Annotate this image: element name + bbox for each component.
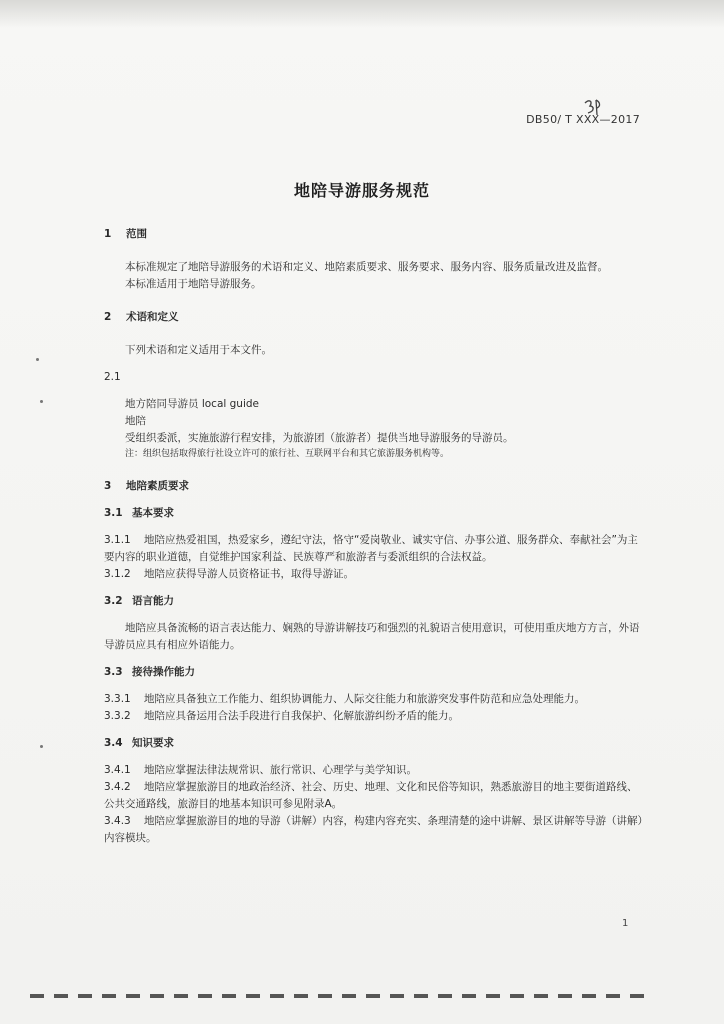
section-heading-3: 3 地陪素质要求 <box>104 480 189 492</box>
clause-3-4-3: 3.4.3 地陪应掌握旅游目的地的导游（讲解）内容，构建内容充实、条理清楚的途中讲解、景区讲解等导游（讲解）内容模块。 <box>104 815 643 844</box>
subsection-heading-3-1: 3.1 基本要求 <box>104 507 174 519</box>
subsection-heading-3-2: 3.2 语言能力 <box>104 595 174 607</box>
subsection-heading-3-3: 3.3 接待操作能力 <box>104 666 195 678</box>
section-1-paragraph-1: 本标准规定了地陪导游服务的术语和定义、地陪素质要求、服务要求、服务内容、服务质量改进及监督。 <box>125 261 608 273</box>
page-number: 1 <box>622 918 629 929</box>
section-heading-1: 1 范围 <box>104 228 147 240</box>
term-note: 注：组织包括取得旅行社设立许可的旅行社、互联网平台和其它旅游服务机构等。 <box>125 449 450 459</box>
scan-top-shadow <box>0 0 724 28</box>
clause-3-4-1: 3.4.1 地陪应掌握法律法规常识、旅行常识、心理学与美学知识。 <box>104 764 417 776</box>
section-heading-2: 2 术语和定义 <box>104 311 179 323</box>
section-2-paragraph: 下列术语和定义适用于本文件。 <box>125 344 272 356</box>
scan-speck <box>40 745 43 748</box>
document-code: DB50/ T XXX—2017 <box>526 113 640 126</box>
clause-3-1-2: 3.1.2 地陪应获得导游人员资格证书，取得导游证。 <box>104 568 354 580</box>
section-1-paragraph-2: 本标准适用于地陪导游服务。 <box>125 278 262 290</box>
term-entry: 地方陪同导游员 local guide <box>125 398 260 410</box>
clause-3-3-2: 3.3.2 地陪应具备运用合法手段进行自我保护、化解旅游纠纷矛盾的能力。 <box>104 710 459 722</box>
clause-2-1-number: 2.1 <box>104 371 121 383</box>
subsection-heading-3-4: 3.4 知识要求 <box>104 737 174 749</box>
term-abbreviation: 地陪 <box>125 415 146 427</box>
clause-3-4-2: 3.4.2 地陪应掌握旅游目的地政治经济、社会、历史、地理、文化和民俗等知识，熟悉旅游目的地主要街道路线、公共交通路线，旅游目的地基本知识可参见附录A。 <box>104 781 638 810</box>
scan-speck <box>36 358 39 361</box>
section-3-2-paragraph: 地陪应具备流畅的语言表达能力、娴熟的导游讲解技巧和强烈的礼貌语言使用意识，可使用重庆地方方言，外语导游员应具有相应外语能力。 <box>104 622 640 651</box>
clause-3-3-1: 3.3.1 地陪应具备独立工作能力、组织协调能力、人际交往能力和旅游突发事件防范和应急处理能力。 <box>104 693 585 705</box>
document-title: 地陪导游服务规范 <box>293 181 430 200</box>
term-definition: 受组织委派，实施旅游行程安排，为旅游团（旅游者）提供当地导游服务的导游员。 <box>125 432 514 444</box>
clause-3-1-1: 3.1.1 地陪应热爱祖国，热爱家乡，遵纪守法，恪守“爱岗敬业、诚实守信、办事公道、服务群众、奉献社会”为主要内容的职业道德，自觉维护国家利益、民族尊严和旅游者与委派组织的合法权益。 <box>104 534 638 563</box>
document-body <box>104 226 644 847</box>
scan-speck <box>40 400 43 403</box>
scan-bottom-edge <box>30 994 650 998</box>
